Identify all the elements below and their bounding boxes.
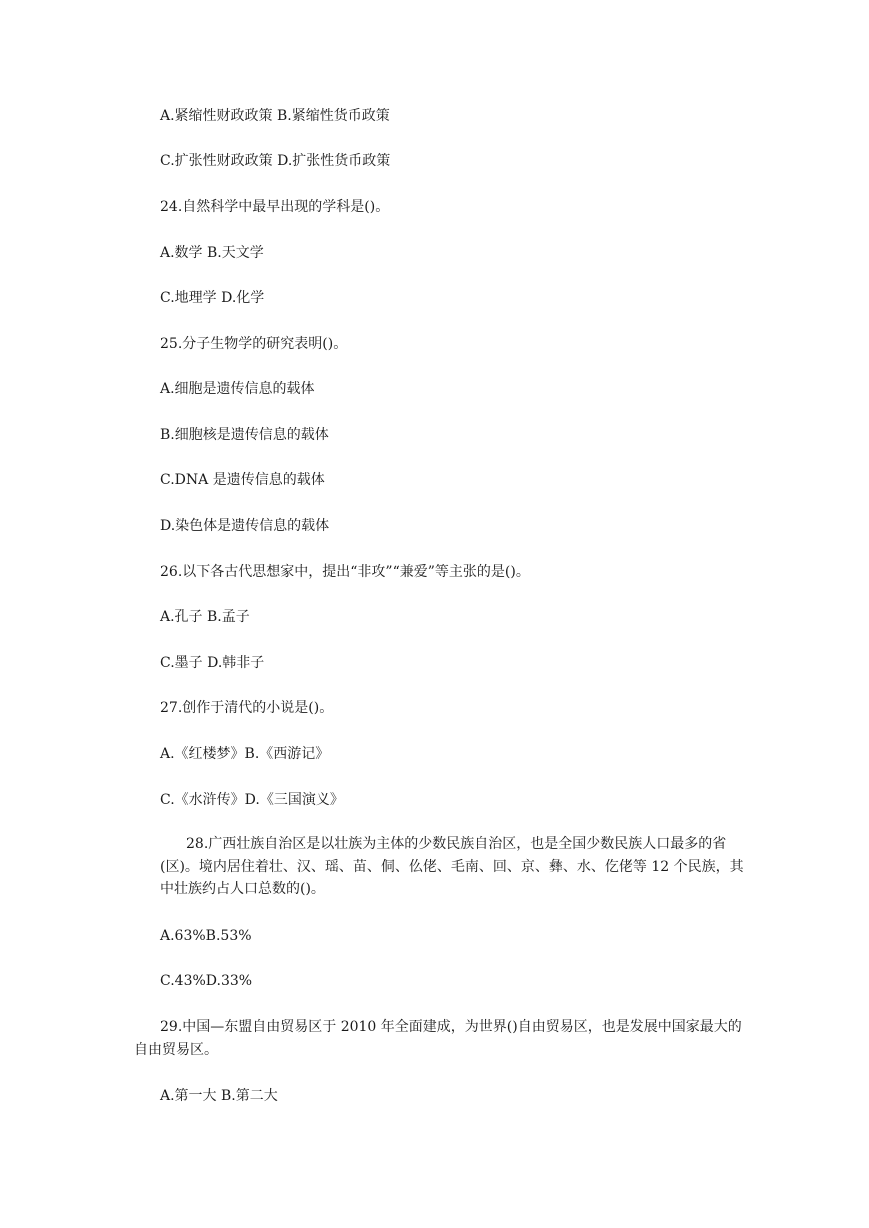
option-line-23-ab: A.紧缩性财政政策 B.紧缩性货币政策	[160, 108, 390, 124]
question-27: 27.创作于清代的小说是()。	[160, 700, 334, 716]
option-line-27-cd: C.《水浒传》D.《三国演义》	[160, 792, 344, 808]
option-line-28-ab: A.63%B.53%	[160, 928, 252, 944]
option-line-29-ab: A.第一大 B.第二大	[160, 1088, 278, 1104]
option-25-a: A.细胞是遗传信息的载体	[160, 381, 315, 397]
question-26: 26.以下各古代思想家中，提出“非攻”“兼爱”等主张的是()。	[160, 564, 530, 580]
option-line-27-ab: A.《红楼梦》B.《西游记》	[160, 746, 330, 762]
question-29: 29.中国—东盟自由贸易区于 2010 年全面建成，为世界()自由贸易区，也是发展中国家最大的自由贸易区。	[134, 1019, 742, 1058]
option-line-24-cd: C.地理学 D.化学	[160, 290, 265, 306]
question-25: 25.分子生物学的研究表明()。	[160, 336, 348, 352]
option-line-26-cd: C.墨子 D.韩非子	[160, 655, 265, 671]
option-line-24-ab: A.数学 B.天文学	[160, 245, 264, 261]
option-25-d: D.染色体是遗传信息的载体	[160, 518, 330, 534]
option-25-b: B.细胞核是遗传信息的载体	[160, 427, 329, 443]
question-24: 24.自然科学中最早出现的学科是()。	[160, 199, 390, 215]
option-line-26-ab: A.孔子 B.孟子	[160, 609, 250, 625]
option-line-23-cd: C.扩张性财政政策 D.扩张性货币政策	[160, 153, 391, 169]
option-25-c: C.DNA 是遗传信息的载体	[160, 472, 325, 488]
question-28: 28.广西壮族自治区是以壮族为主体的少数民族自治区，也是全国少数民族人口最多的省(区)。境内居住着壮、汉、瑶、苗、侗、仫佬、毛南、回、京、彝、水、仡佬等 12 个民族，其中壮族约占人口总数的()。	[160, 836, 744, 897]
option-line-28-cd: C.43%D.33%	[160, 973, 253, 989]
